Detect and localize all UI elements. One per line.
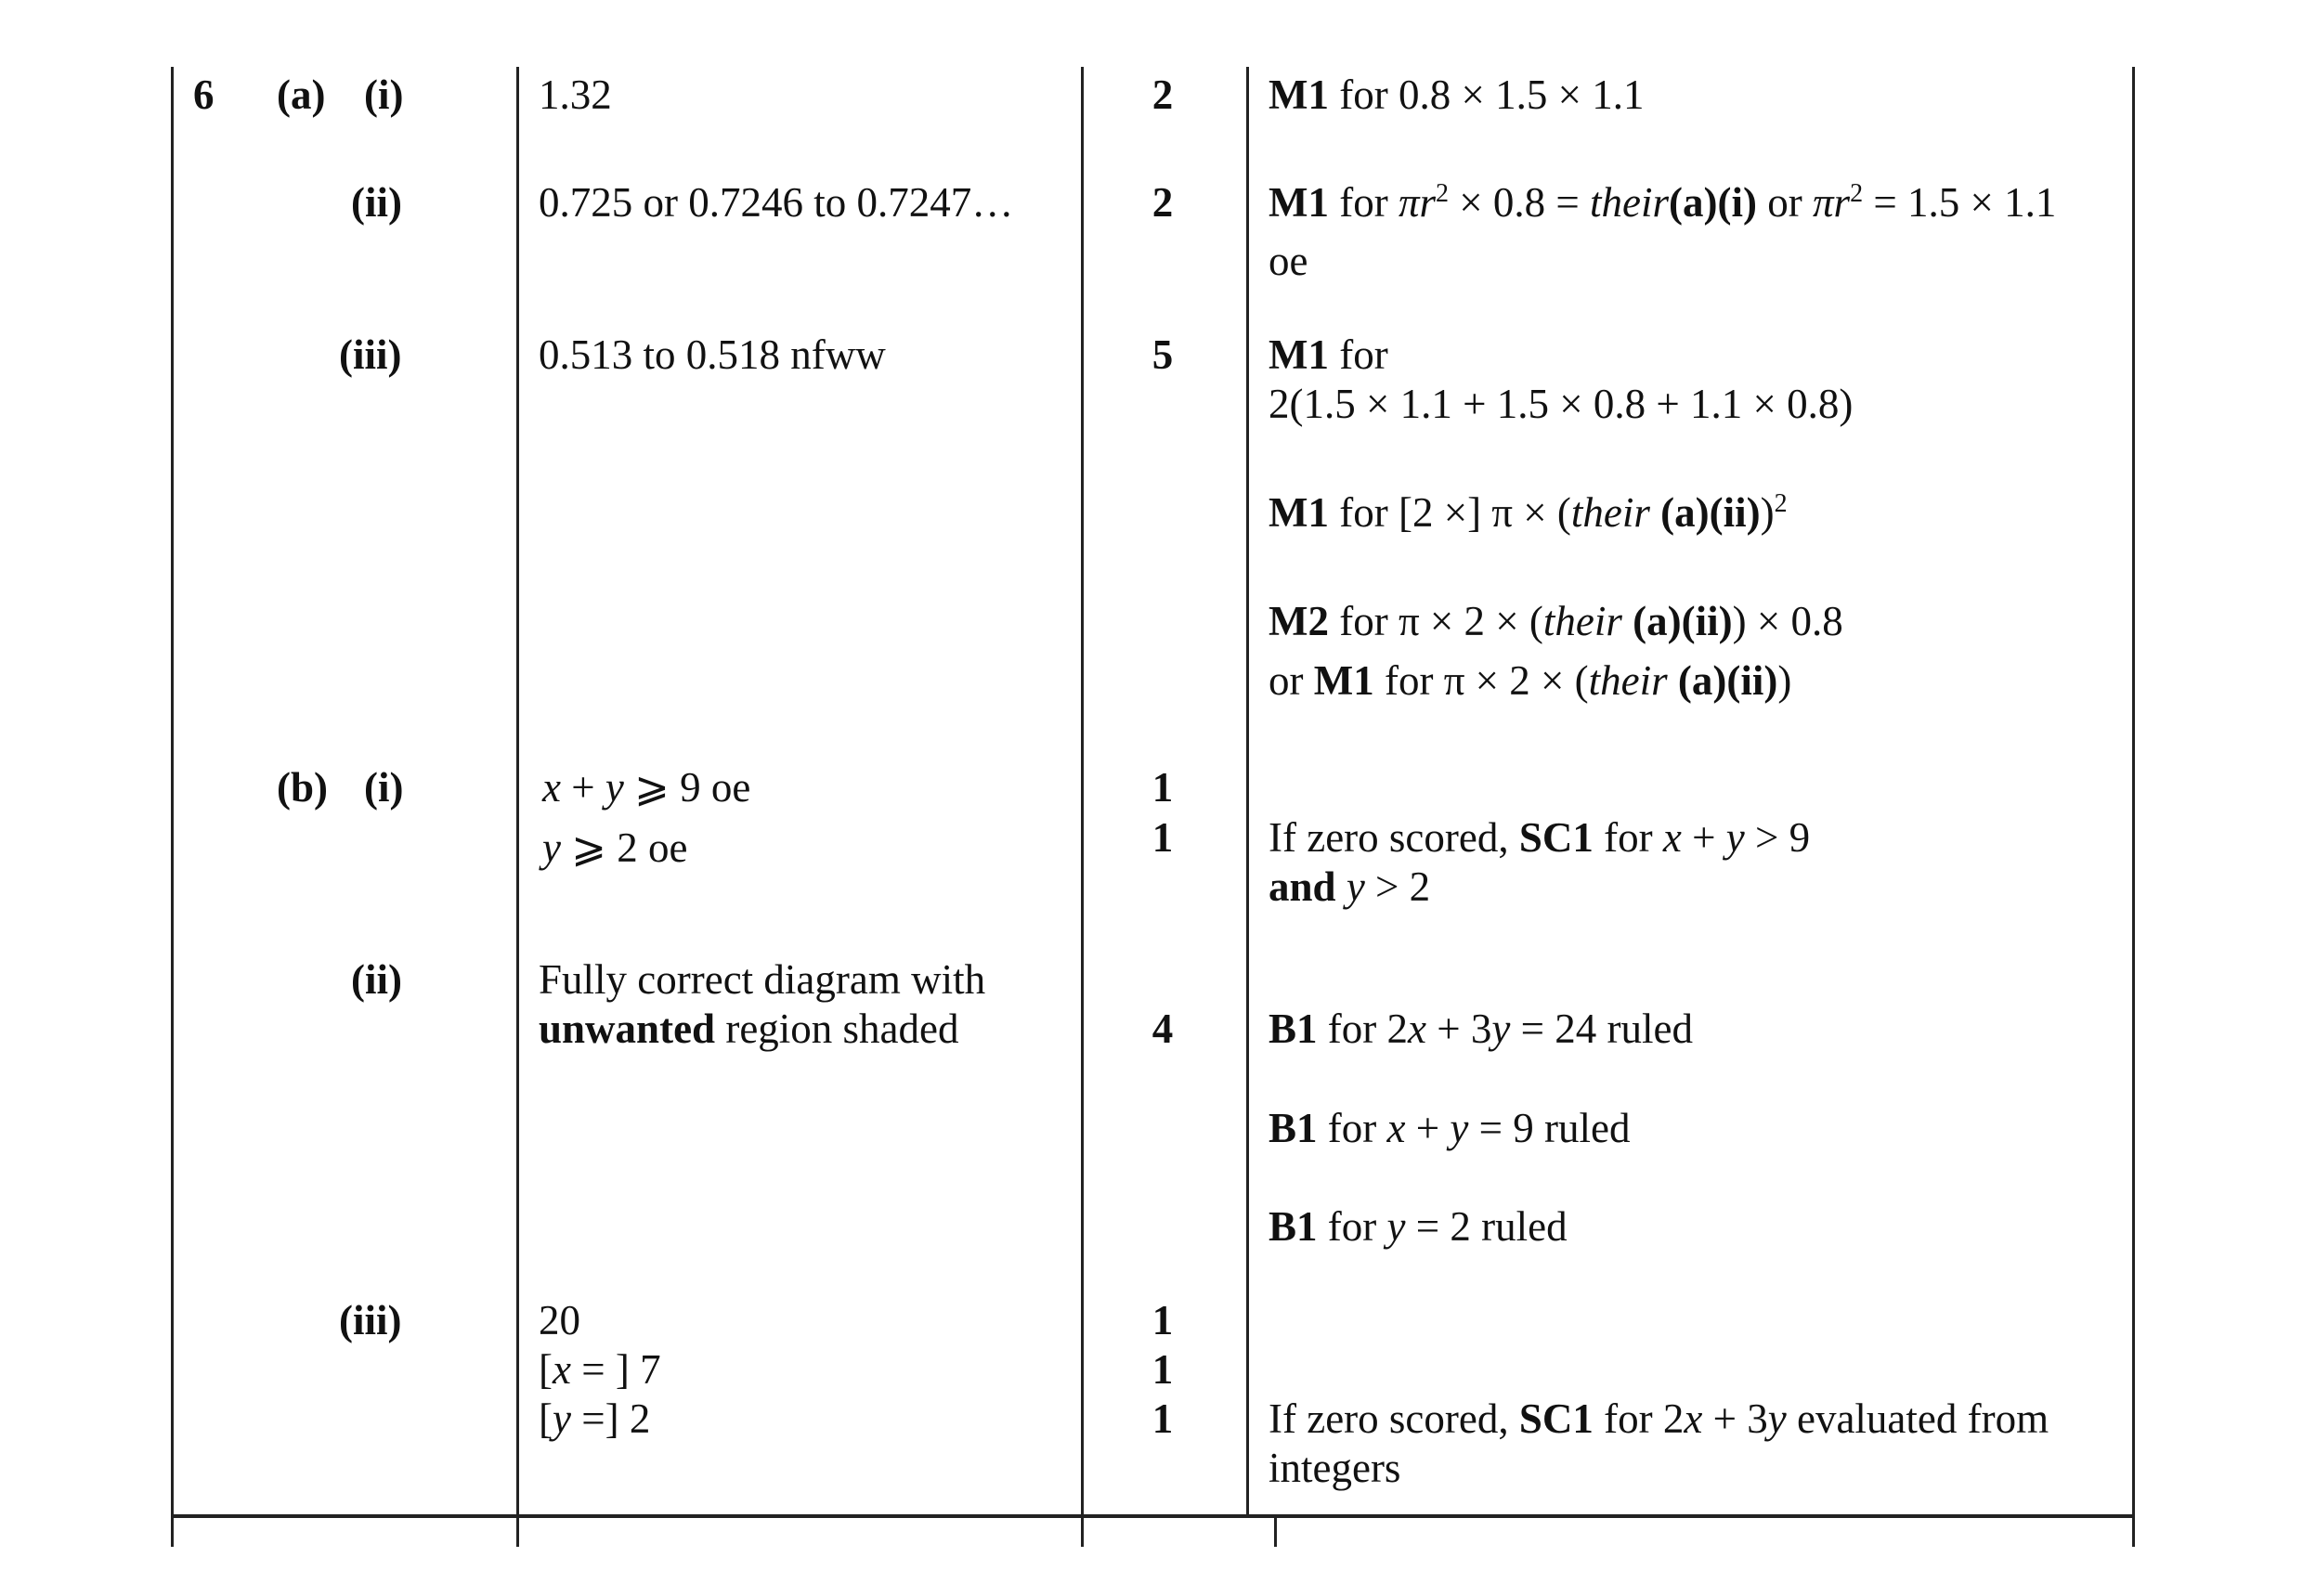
answer-b-iii-line3 — [539, 1394, 650, 1444]
note-b-i-gt9: > 9 — [1744, 814, 1811, 861]
answer-b-i-y: y — [605, 764, 624, 811]
note-a-ii-line2: oe — [1269, 238, 1308, 284]
answer-b-ii-line2 — [539, 1004, 959, 1054]
answer-b-i-rest: ⩾ 9 oe — [623, 764, 751, 811]
mark-a-ii: 2 — [1152, 179, 1174, 226]
note-a-iii-m2-post: ) × 0.8 — [1732, 598, 1843, 644]
note-b-ii-b1b-pre: for — [1317, 1105, 1387, 1151]
note-a-iii-m1a-code: M1 — [1269, 331, 1329, 378]
note-a-iii-m1a-line2: 2(1.5 × 1.1 + 1.5 × 0.8 + 1.1 × 0.8) — [1269, 381, 1854, 427]
note-b-i-y: y — [1725, 814, 1745, 861]
note-b-i-line1 — [1269, 812, 1810, 863]
note-b-ii-b1a-code: B1 — [1269, 1006, 1318, 1052]
note-a-iii-m1b-code: M1 — [1269, 489, 1329, 536]
note-b-ii-b1b-y: y — [1450, 1105, 1469, 1151]
note-b-iii-pre: If zero scored, — [1269, 1395, 1519, 1442]
sub-a-i-label: (i) — [364, 71, 404, 118]
answer-b-i-line1 — [542, 762, 750, 812]
answer-b-iii-x-pre: [ — [539, 1346, 553, 1393]
note-b-ii-b1b-post: = 9 ruled — [1468, 1105, 1631, 1151]
note-a-iii-or-their: their — [1588, 657, 1668, 704]
note-b-iii-y: y — [1767, 1395, 1787, 1442]
note-a-iii-m1b-ref: (a)(ii) — [1660, 489, 1761, 536]
answer-b-iii-line1: 20 — [539, 1297, 580, 1343]
note-b-i-and: and — [1269, 863, 1336, 910]
mark-b-iii-2: 1 — [1152, 1346, 1174, 1393]
note-a-iii-or-post: ) — [1777, 657, 1792, 704]
note-b-iii-mid: + 3 — [1702, 1395, 1768, 1442]
note-a-iii-m2-pre: for π × 2 × ( — [1328, 598, 1543, 644]
note-b-ii-b1c-y: y — [1386, 1203, 1406, 1250]
answer-b-iii-y: y — [553, 1395, 571, 1442]
note-a-iii-m1b-post: ) — [1760, 489, 1775, 536]
note-b-ii-b1b — [1269, 1103, 1630, 1153]
note-a-iii-m2-their: their — [1542, 598, 1622, 644]
sub-b-i-label: (i) — [364, 764, 404, 811]
note-a-iii-m1b-pre: for [2 ×] π × ( — [1328, 489, 1571, 536]
answer-a-i: 1.32 — [539, 71, 612, 118]
column-rule-left — [171, 67, 174, 1547]
answer-b-ii-rest: region shaded — [715, 1006, 959, 1052]
note-a-ii-or: or — [1757, 179, 1813, 226]
sub-a-iii-label: (iii) — [339, 331, 402, 378]
column-rule-notes — [1246, 67, 1249, 1516]
note-a-iii-m2 — [1269, 596, 1843, 646]
note-b-iii-for: for 2 — [1593, 1395, 1685, 1442]
note-b-ii-b1a-pre: for 2 — [1317, 1006, 1408, 1052]
answer-b-i-rest2: ⩾ 2 oe — [560, 824, 688, 871]
answer-b-i-x: x — [542, 764, 561, 811]
note-b-ii-b1a-mid: + 3 — [1425, 1006, 1492, 1052]
mark-b-i-1: 1 — [1152, 764, 1174, 811]
note-b-ii-b1b-x: x — [1386, 1105, 1406, 1151]
note-b-ii-b1c-code: B1 — [1269, 1203, 1318, 1250]
note-b-ii-b1b-code: B1 — [1269, 1105, 1318, 1151]
note-b-i-x: x — [1662, 814, 1682, 861]
note-a-ii-eq: = 1.5 × 1.1 — [1863, 179, 2057, 226]
note-b-i-code: SC1 — [1518, 814, 1594, 861]
part-a-label: (a) — [277, 71, 326, 118]
note-a-ii-sup2: 2 — [1850, 179, 1864, 208]
note-a-ii-sup: 2 — [1436, 179, 1450, 208]
note-a-ii-code: M1 — [1269, 179, 1329, 226]
row-bottom-rule — [171, 1514, 2135, 1518]
note-b-i-plus: + — [1681, 814, 1726, 861]
note-a-iii-or-m1 — [1269, 655, 1791, 706]
note-b-ii-b1c — [1269, 1201, 1568, 1252]
sub-b-ii-label: (ii) — [351, 956, 402, 1003]
answer-b-iii-y-post: =] 2 — [570, 1395, 651, 1442]
answer-b-iii-line2 — [539, 1344, 661, 1395]
answer-a-ii: 0.725 or 0.7246 to 0.7247… — [539, 179, 1014, 226]
note-b-i-for: for — [1593, 814, 1663, 861]
answer-a-iii: 0.513 to 0.518 nfww — [539, 331, 886, 378]
mark-a-iii: 5 — [1152, 331, 1174, 378]
note-a-iii-m1a — [1269, 330, 1388, 380]
column-rule-notes-next — [1274, 1516, 1277, 1547]
mark-b-iii-3: 1 — [1152, 1395, 1174, 1442]
answer-b-i-y2: y — [542, 824, 561, 871]
note-a-iii-or-mid: for π × 2 × ( — [1373, 657, 1589, 704]
answer-b-i-plus: + — [560, 764, 605, 811]
note-b-i-pre: If zero scored, — [1269, 814, 1519, 861]
mark-b-iii-1: 1 — [1152, 1297, 1174, 1343]
note-b-iii-line2: integers — [1269, 1445, 1401, 1491]
note-a-iii-or-code: M1 — [1313, 657, 1374, 704]
note-a-ii-pir: πr — [1398, 179, 1437, 226]
answer-b-ii-unwanted: unwanted — [539, 1006, 716, 1052]
question-number: 6 — [193, 71, 215, 118]
note-a-iii-or-ref: (a)(ii) — [1677, 657, 1778, 704]
sub-b-iii-label: (iii) — [339, 1297, 402, 1343]
note-b-iii-x: x — [1684, 1395, 1703, 1442]
column-rule-right — [2132, 67, 2135, 1547]
note-b-ii-b1c-post: = 2 ruled — [1405, 1203, 1568, 1250]
mark-a-i: 2 — [1152, 71, 1174, 118]
note-a-ii-times: × 0.8 = — [1449, 179, 1591, 226]
column-rule-answer — [516, 67, 519, 1547]
note-b-ii-b1a-post: = 24 ruled — [1510, 1006, 1693, 1052]
column-rule-mark — [1081, 67, 1084, 1547]
answer-b-iii-y-pre: [ — [539, 1395, 553, 1442]
note-b-i-y2: y — [1346, 863, 1365, 910]
note-a-ii-their: their — [1590, 179, 1670, 226]
note-a-ii-pir2: πr — [1813, 179, 1851, 226]
note-a-iii-m1b — [1269, 487, 1788, 538]
answer-b-i-line2 — [542, 823, 687, 873]
part-b-label: (b) — [277, 764, 328, 811]
answer-b-ii-line1: Fully correct diagram with — [539, 956, 986, 1003]
note-a-iii-m2-ref: (a)(ii) — [1633, 598, 1733, 644]
note-b-ii-b1a-y: y — [1491, 1006, 1511, 1052]
note-b-iii-code: SC1 — [1518, 1395, 1594, 1442]
mark-b-ii: 4 — [1152, 1006, 1174, 1052]
note-a-iii-m1b-their: their — [1570, 489, 1650, 536]
answer-b-iii-x-post: = ] 7 — [570, 1346, 661, 1393]
note-b-ii-b1a — [1269, 1004, 1693, 1054]
note-b-ii-b1b-mid: + — [1405, 1105, 1451, 1151]
note-b-i-gt2: > 2 — [1364, 863, 1431, 910]
note-a-i-text: for 0.8 × 1.5 × 1.1 — [1328, 71, 1645, 118]
note-a-iii-m2-code: M2 — [1269, 598, 1329, 644]
note-b-ii-b1c-pre: for — [1317, 1203, 1387, 1250]
note-a-iii-m1a-text: for — [1328, 331, 1388, 378]
note-a-iii-m1b-sup: 2 — [1774, 489, 1788, 518]
note-a-iii-or: or — [1269, 657, 1314, 704]
note-b-i-line2 — [1269, 862, 1430, 912]
note-b-iii-post: evaluated from — [1786, 1395, 2049, 1442]
note-b-iii-line1 — [1269, 1394, 2049, 1444]
note-a-i-code: M1 — [1269, 71, 1329, 118]
answer-b-iii-x: x — [553, 1346, 571, 1393]
sub-a-ii-label: (ii) — [351, 179, 402, 226]
note-a-i — [1269, 70, 1644, 120]
note-a-ii-ref: (a)(i) — [1669, 179, 1757, 226]
note-a-ii-line1 — [1269, 177, 2056, 227]
note-a-ii-for: for — [1328, 179, 1399, 226]
note-b-ii-b1a-x: x — [1408, 1006, 1426, 1052]
mark-b-i-2: 1 — [1152, 814, 1174, 861]
note-b-i-sp — [1336, 863, 1347, 910]
